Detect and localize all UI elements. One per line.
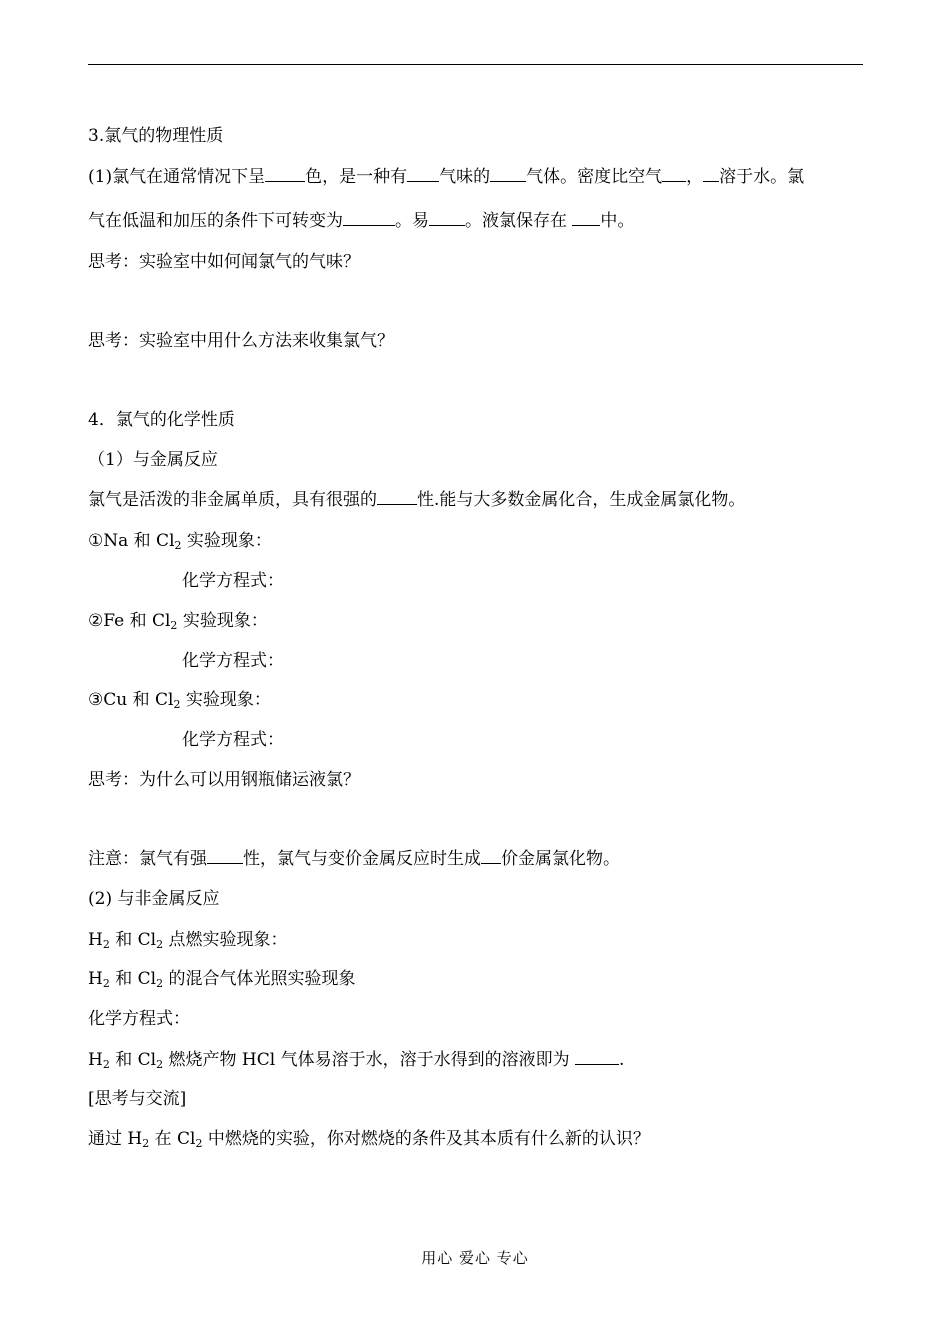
hcl-product-line: $H_2$ 和 $Cl_2$ 燃烧产物 HCl 气体易溶于水，溶于水得到的溶液即为 . bbox=[88, 1050, 625, 1071]
fe-equation-label: 化学方程式： bbox=[182, 651, 284, 671]
subsection-metal-reaction: （1）与金属反应 bbox=[88, 450, 218, 470]
note-line: 注意：氯气有强 性，氯气与变价金属反应时生成 价金属氯化物。 bbox=[88, 849, 620, 869]
h2-cl2-light: $H_2$ 和 $Cl_2$ 的混合气体光照实验现象 bbox=[88, 969, 356, 990]
think-steel-cylinder: 思考：为什么可以用钢瓶储运液氯？ bbox=[88, 770, 360, 790]
blank-easy bbox=[429, 210, 465, 226]
section-4-title: 4．氯气的化学性质 bbox=[88, 410, 235, 430]
section-3-title: 3.氯气的物理性质 bbox=[88, 126, 224, 146]
blank-color bbox=[265, 166, 305, 182]
header-rule bbox=[88, 64, 863, 65]
blank-smell bbox=[407, 166, 439, 182]
cu-cl2-phenomenon: ③Cu 和 $Cl_2$ 实验现象： bbox=[88, 690, 271, 711]
cu-equation-label: 化学方程式： bbox=[182, 730, 284, 750]
page-footer: 用心 爱心 专心 bbox=[421, 1249, 529, 1267]
h2-cl2-ignition: $H_2$ 和 $Cl_2$ 点燃实验现象： bbox=[88, 930, 288, 951]
blank-hydrochloric-acid bbox=[575, 1049, 619, 1065]
na-equation-label: 化学方程式： bbox=[182, 571, 284, 591]
blank-solubility bbox=[703, 166, 719, 182]
physical-properties-line-1: (1)氯气在通常情况下呈 色，是一种有 气味的 气体。密度比空气 ， 溶于水。氯 bbox=[88, 167, 805, 187]
metal-reaction-intro: 氯气是活泼的非金属单质，具有很强的 性.能与大多数金属化合，生成金属氯化物。 bbox=[88, 490, 746, 510]
fe-cl2-phenomenon: ②Fe 和 $Cl_2$ 实验现象： bbox=[88, 611, 268, 632]
blank-storage bbox=[572, 210, 600, 226]
physical-properties-line-2: 气在低温和加压的条件下可转变为 。易 。液氯保存在 中。 bbox=[88, 211, 635, 231]
h2-equation-label: 化学方程式： bbox=[88, 1009, 190, 1029]
subsection-nonmetal-reaction: (2) 与非金属反应 bbox=[88, 889, 220, 909]
think-exchange-heading: [思考与交流] bbox=[88, 1089, 187, 1109]
blank-liquid-chlorine bbox=[343, 210, 395, 226]
think-collect-question: 思考：实验室中用什么方法来收集氯气？ bbox=[88, 331, 394, 351]
blank-valence bbox=[481, 848, 501, 864]
combustion-question: 通过 $H_2$ 在 $Cl_2$ 中燃烧的实验，你对燃烧的条件及其本质有什么新的认识？ bbox=[88, 1129, 650, 1150]
blank-density bbox=[662, 166, 686, 182]
na-cl2-phenomenon: ①Na 和 $Cl_2$ 实验现象： bbox=[88, 531, 272, 552]
blank-oxidizing bbox=[377, 489, 417, 505]
blank-strong-property bbox=[207, 848, 243, 864]
think-smell-question: 思考：实验室中如何闻氯气的气味？ bbox=[88, 252, 360, 272]
blank-gas-type bbox=[490, 166, 526, 182]
